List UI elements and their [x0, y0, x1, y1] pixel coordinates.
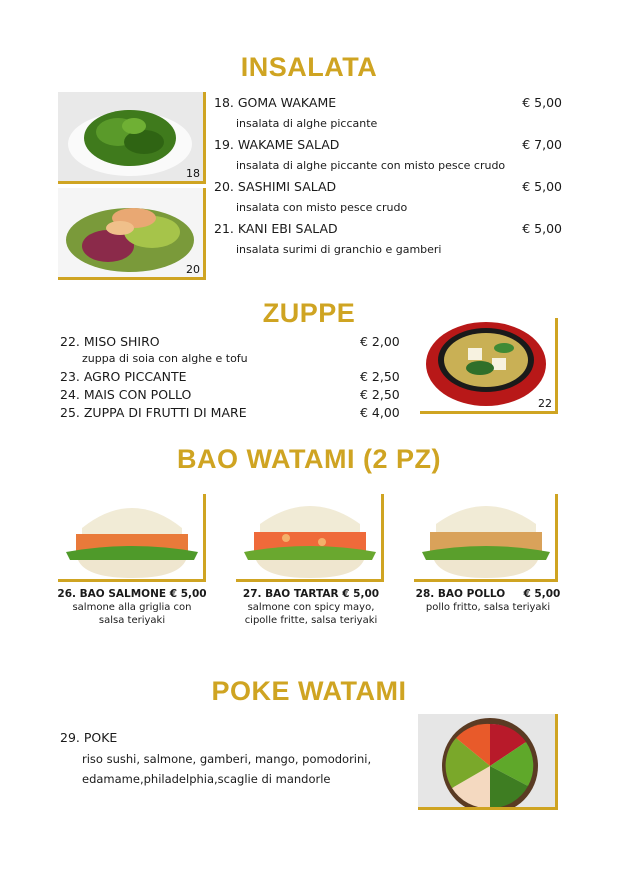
insalata-item-20-desc: insalata con misto pesce crudo: [236, 201, 408, 214]
poke-heading: POKE WATAMI: [211, 676, 407, 706]
zuppe-item-22-name: 22. MISO SHIRO: [60, 334, 160, 349]
insalata-item-21-name: 21. KANI EBI SALAD: [214, 221, 338, 236]
poke-desc-line2: edamame,philadelphia,scaglie di mandorle: [82, 772, 331, 786]
zuppe-item-23-name: 23. AGRO PICCANTE: [60, 369, 187, 384]
poke-bowl-image: [418, 714, 558, 810]
bao-tartar-photo: [236, 494, 384, 582]
bao-salmone-desc2: salsa teriyaki: [98, 615, 166, 626]
insalata-item-18-price: € 5,00: [522, 95, 562, 110]
mixed-salad-image: [58, 188, 206, 280]
zuppe-item-22-desc: zuppa di soia con alghe e tofu: [82, 352, 248, 365]
seaweed-salad-image: [58, 92, 206, 184]
zuppe-item-23-price: € 2,50: [360, 369, 400, 384]
poke-item-29-name: 29. POKE: [60, 730, 118, 745]
bao-pollo-title: 28. BAO POLLO € 5,00: [415, 588, 561, 600]
poke-photo: [418, 714, 558, 810]
insalata-item-19-name: 19. WAKAME SALAD: [214, 137, 340, 152]
bao-salmone-title: 26. BAO SALMONE € 5,00: [57, 588, 207, 600]
poke-desc-line1: riso sushi, salmone, gamberi, mango, pomodorini,: [82, 752, 372, 766]
bao-tartar-title: 27. BAO TARTAR € 5,00: [242, 588, 380, 600]
zuppe-item-24-price: € 2,50: [360, 387, 400, 402]
insalata-item-19-desc: insalata di alghe piccante con misto pesce crudo: [236, 159, 506, 172]
bao-pollo-image: [414, 494, 558, 582]
insalata-item-20-price: € 5,00: [522, 179, 562, 194]
goma-wakame-photo: [58, 92, 206, 184]
insalata-item-20-name: 20. SASHIMI SALAD: [214, 179, 337, 194]
bao-salmone-caption: [50, 588, 214, 627]
zuppe-item-22-price: € 2,00: [360, 334, 400, 349]
zuppe-item-24-name: 24. MAIS CON POLLO: [60, 387, 192, 402]
bao-pollo-desc1: pollo fritto, salsa teriyaki: [425, 602, 551, 613]
sashimi-salad-photo: [58, 188, 206, 280]
bao-pollo-photo: [414, 494, 558, 582]
zuppe-item-25-name: 25. ZUPPA DI FRUTTI DI MARE: [60, 405, 247, 420]
bao-pollo-caption: [408, 588, 568, 614]
miso-shiro-photo: [420, 318, 558, 414]
zuppe-item-25-price: € 4,00: [360, 405, 400, 420]
bao-salmone-desc1: salmone alla griglia con: [72, 602, 192, 613]
bao-tartar-desc2: cipolle fritte, salsa teriyaki: [244, 615, 378, 626]
insalata-item-18-desc: insalata di alghe piccante: [236, 117, 378, 130]
insalata-item-18-name: 18. GOMA WAKAME: [214, 95, 337, 110]
zuppe-heading: ZUPPE: [262, 298, 356, 328]
photo-number-20: 20: [186, 263, 200, 276]
photo-number-22: 22: [538, 397, 552, 410]
bao-tartar-image: [236, 494, 384, 582]
photo-number-18: 18: [186, 167, 200, 180]
bao-salmone-photo: [58, 494, 206, 582]
bao-tartar-desc1: salmone con spicy mayo,: [247, 602, 375, 613]
insalata-item-21-desc: insalata surimi di granchio e gamberi: [236, 243, 442, 256]
insalata-heading: INSALATA: [240, 52, 378, 82]
bao-tartar-caption: [226, 588, 396, 627]
bao-heading: BAO WATAMI (2 PZ): [177, 444, 441, 474]
bao-salmone-image: [58, 494, 206, 582]
insalata-item-21-price: € 5,00: [522, 221, 562, 236]
insalata-item-19-price: € 7,00: [522, 137, 562, 152]
